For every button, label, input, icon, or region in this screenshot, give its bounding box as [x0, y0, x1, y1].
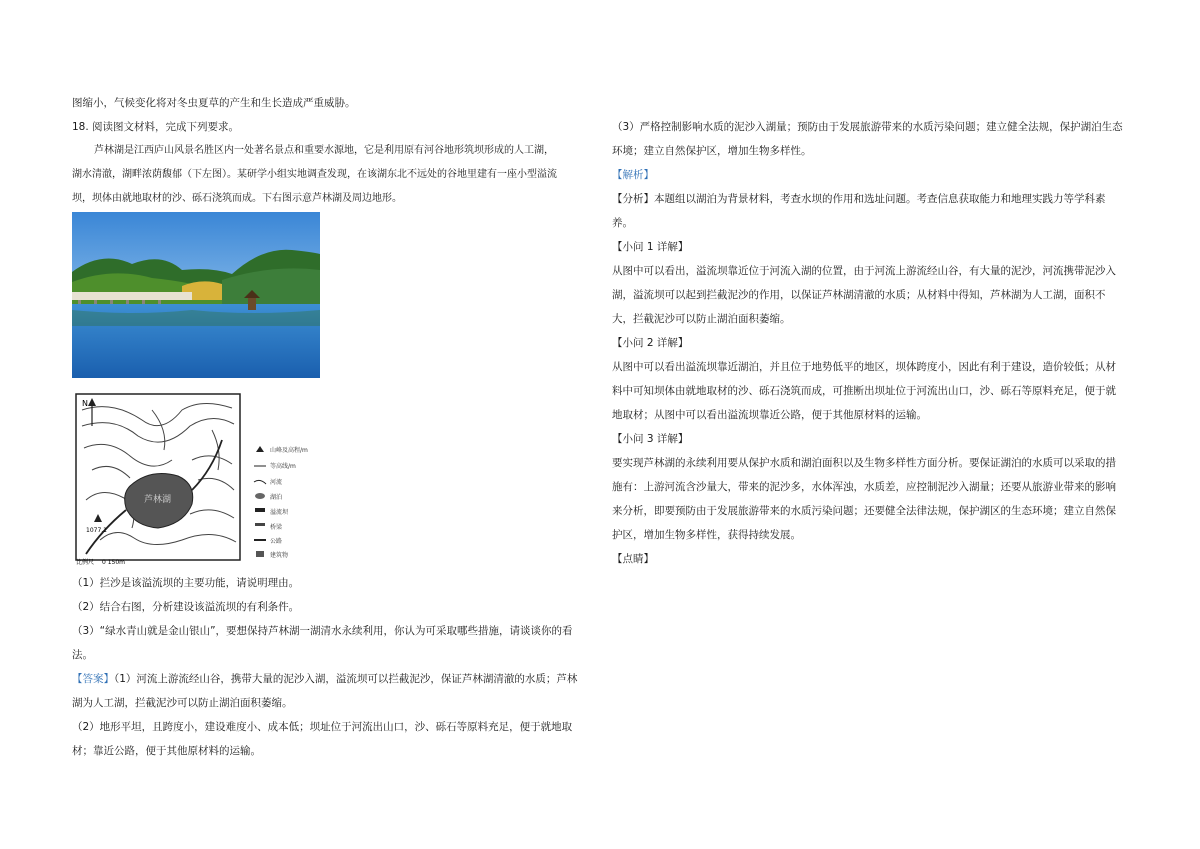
detail-2-line: 从图中可以看出溢流坝靠近湖泊，并且位于地势低平的地区，坝体跨度小，因此有利于建设，造价较低；从材: [612, 361, 1116, 373]
material-paragraph-line: 坝，坝体由就地取材的沙、砾石浇筑而成。下右图示意芦林湖及周边地形。: [72, 193, 402, 204]
legend-river-icon: [254, 480, 266, 484]
detail-1-line: 大，拦截泥沙可以防止湖泊面积萎缩。: [612, 313, 791, 325]
detail-3-line: 护区，增加生物多样性，获得持续发展。: [612, 529, 801, 541]
material-paragraph-line: 芦林湖是江西庐山风景名胜区内一处著名景点和重要水源地，它是利用原有河谷地形筑坝形成的人工湖，: [94, 145, 554, 156]
answer-2: （2）地形平坦，且跨度小，建设难度小、成本低；坝址位于河流出山口，沙、砾石等原料充足，便于就地取: [72, 721, 573, 733]
analysis-summary-cont: 养。: [612, 217, 633, 229]
answer-1-cont: 湖为人工湖，拦截泥沙可以防止湖泊面积萎缩。: [72, 697, 293, 709]
text-line: 图缩小，气候变化将对冬虫夏草的产生和生长造成严重威胁。: [72, 97, 356, 109]
subquestion-2: （2）结合右图，分析建设该溢流坝的有利条件。: [72, 601, 300, 613]
legend-item: 湖泊: [270, 494, 283, 501]
answer-3: （3）严格控制影响水质的泥沙入湖量；预防由于发展旅游带来的水质污染问题；建立健全法规，保护湖泊生态: [612, 121, 1123, 133]
answer-1-text: （1）河流上游流经山谷，携带大量的泥沙入湖，溢流坝可以拦截泥沙，保证芦林湖清澈的水质；芦林: [114, 673, 578, 685]
question-heading: 18. 阅读图文材料，完成下列要求。: [72, 121, 240, 133]
subquestion-3-cont: 法。: [72, 649, 93, 661]
peak-elevation: 1077.1: [86, 527, 107, 534]
material-paragraph-line: 湖水清澈，湖畔浓荫馥郁（下左图）。某研学小组实地调查发现，在该湖东北不远处的谷地里建有一座小型溢流: [72, 169, 557, 180]
legend-bridge-icon: [255, 523, 265, 526]
legend-item: 山峰及高程/m: [270, 447, 308, 454]
detail-heading-2: 【小问 2 详解】: [612, 337, 689, 349]
answer-3-cont: 环境；建立自然保护区，增加生物多样性。: [612, 145, 812, 157]
legend-item: 建筑物: [270, 552, 289, 559]
answer-line: [72, 672, 577, 686]
scale-label: 比例尺: [76, 559, 95, 566]
subquestion-3: （3）“绿水青山就是金山银山”，要想保持芦林湖一湖清水永续利用，你认为可采取哪些措施，请谈谈你的看: [72, 625, 573, 637]
legend-item: 桥梁: [270, 524, 283, 531]
map-legend: [254, 446, 308, 559]
analysis-summary: 【分析】本题组以湖泊为背景材料，考查水坝的作用和选址问题。考查信息获取能力和地理实践力等学科素: [612, 193, 1106, 205]
key-point-tag: 【点睛】: [612, 553, 654, 565]
topographic-map: [72, 390, 342, 566]
detail-2-line: 料中可知坝体由就地取材的沙、砾石浇筑而成，可推断出坝址位于河流出山口，沙、砾石等原料充足，便于就: [612, 385, 1116, 397]
detail-1-line: 湖，溢流坝可以起到拦截泥沙的作用，以保证芦林湖清澈的水质；从材料中得知，芦林湖为人工湖，面积不: [612, 289, 1106, 301]
legend-dam-icon: [255, 508, 265, 512]
detail-3-line: 来分析，即要预防由于发展旅游带来的水质污染问题；还要健全法律法规，保护湖区的生态环境；建立自然保: [612, 505, 1116, 517]
legend-item: 河流: [270, 479, 283, 486]
svg-text:N: N: [82, 399, 88, 408]
legend-item: 公路: [270, 538, 283, 545]
scale-value: 0 150m: [102, 559, 126, 566]
legend-item: 溢流坝: [270, 509, 289, 516]
legend-item: 等高线/m: [270, 463, 296, 470]
detail-heading-3: 【小问 3 详解】: [612, 433, 689, 445]
legend-peak-icon: [256, 446, 264, 452]
legend-lake-icon: [255, 493, 265, 499]
detail-3-line: 要实现芦林湖的永续利用要从保护水质和湖泊面积以及生物多样性方面分析。要保证湖泊的水质可以采取的措: [612, 457, 1116, 469]
detail-2-line: 地取材；从图中可以看出溢流坝靠近公路，便于其他原材料的运输。: [612, 409, 927, 421]
detail-heading-1: 【小问 1 详解】: [612, 241, 689, 253]
lake-photo: [72, 212, 320, 378]
detail-1-line: 从图中可以看出，溢流坝靠近位于河流入湖的位置，由于河流上游流经山谷，有大量的泥沙，河流携带泥沙入: [612, 265, 1116, 277]
legend-building-icon: [256, 551, 264, 557]
detail-3-line: 施有：上游河流含沙量大，带来的泥沙多，水体浑浊，水质差，应控制泥沙入湖量；还要从旅游业带来的影响: [612, 481, 1116, 493]
analysis-tag: 【解析】: [612, 169, 654, 181]
subquestion-1: （1）拦沙是该溢流坝的主要功能，请说明理由。: [72, 577, 300, 589]
answer-tag: 【答案】: [72, 673, 114, 685]
answer-2-cont: 材；靠近公路，便于其他原材料的运输。: [72, 745, 261, 757]
lake-label: 芦林湖: [144, 495, 172, 505]
